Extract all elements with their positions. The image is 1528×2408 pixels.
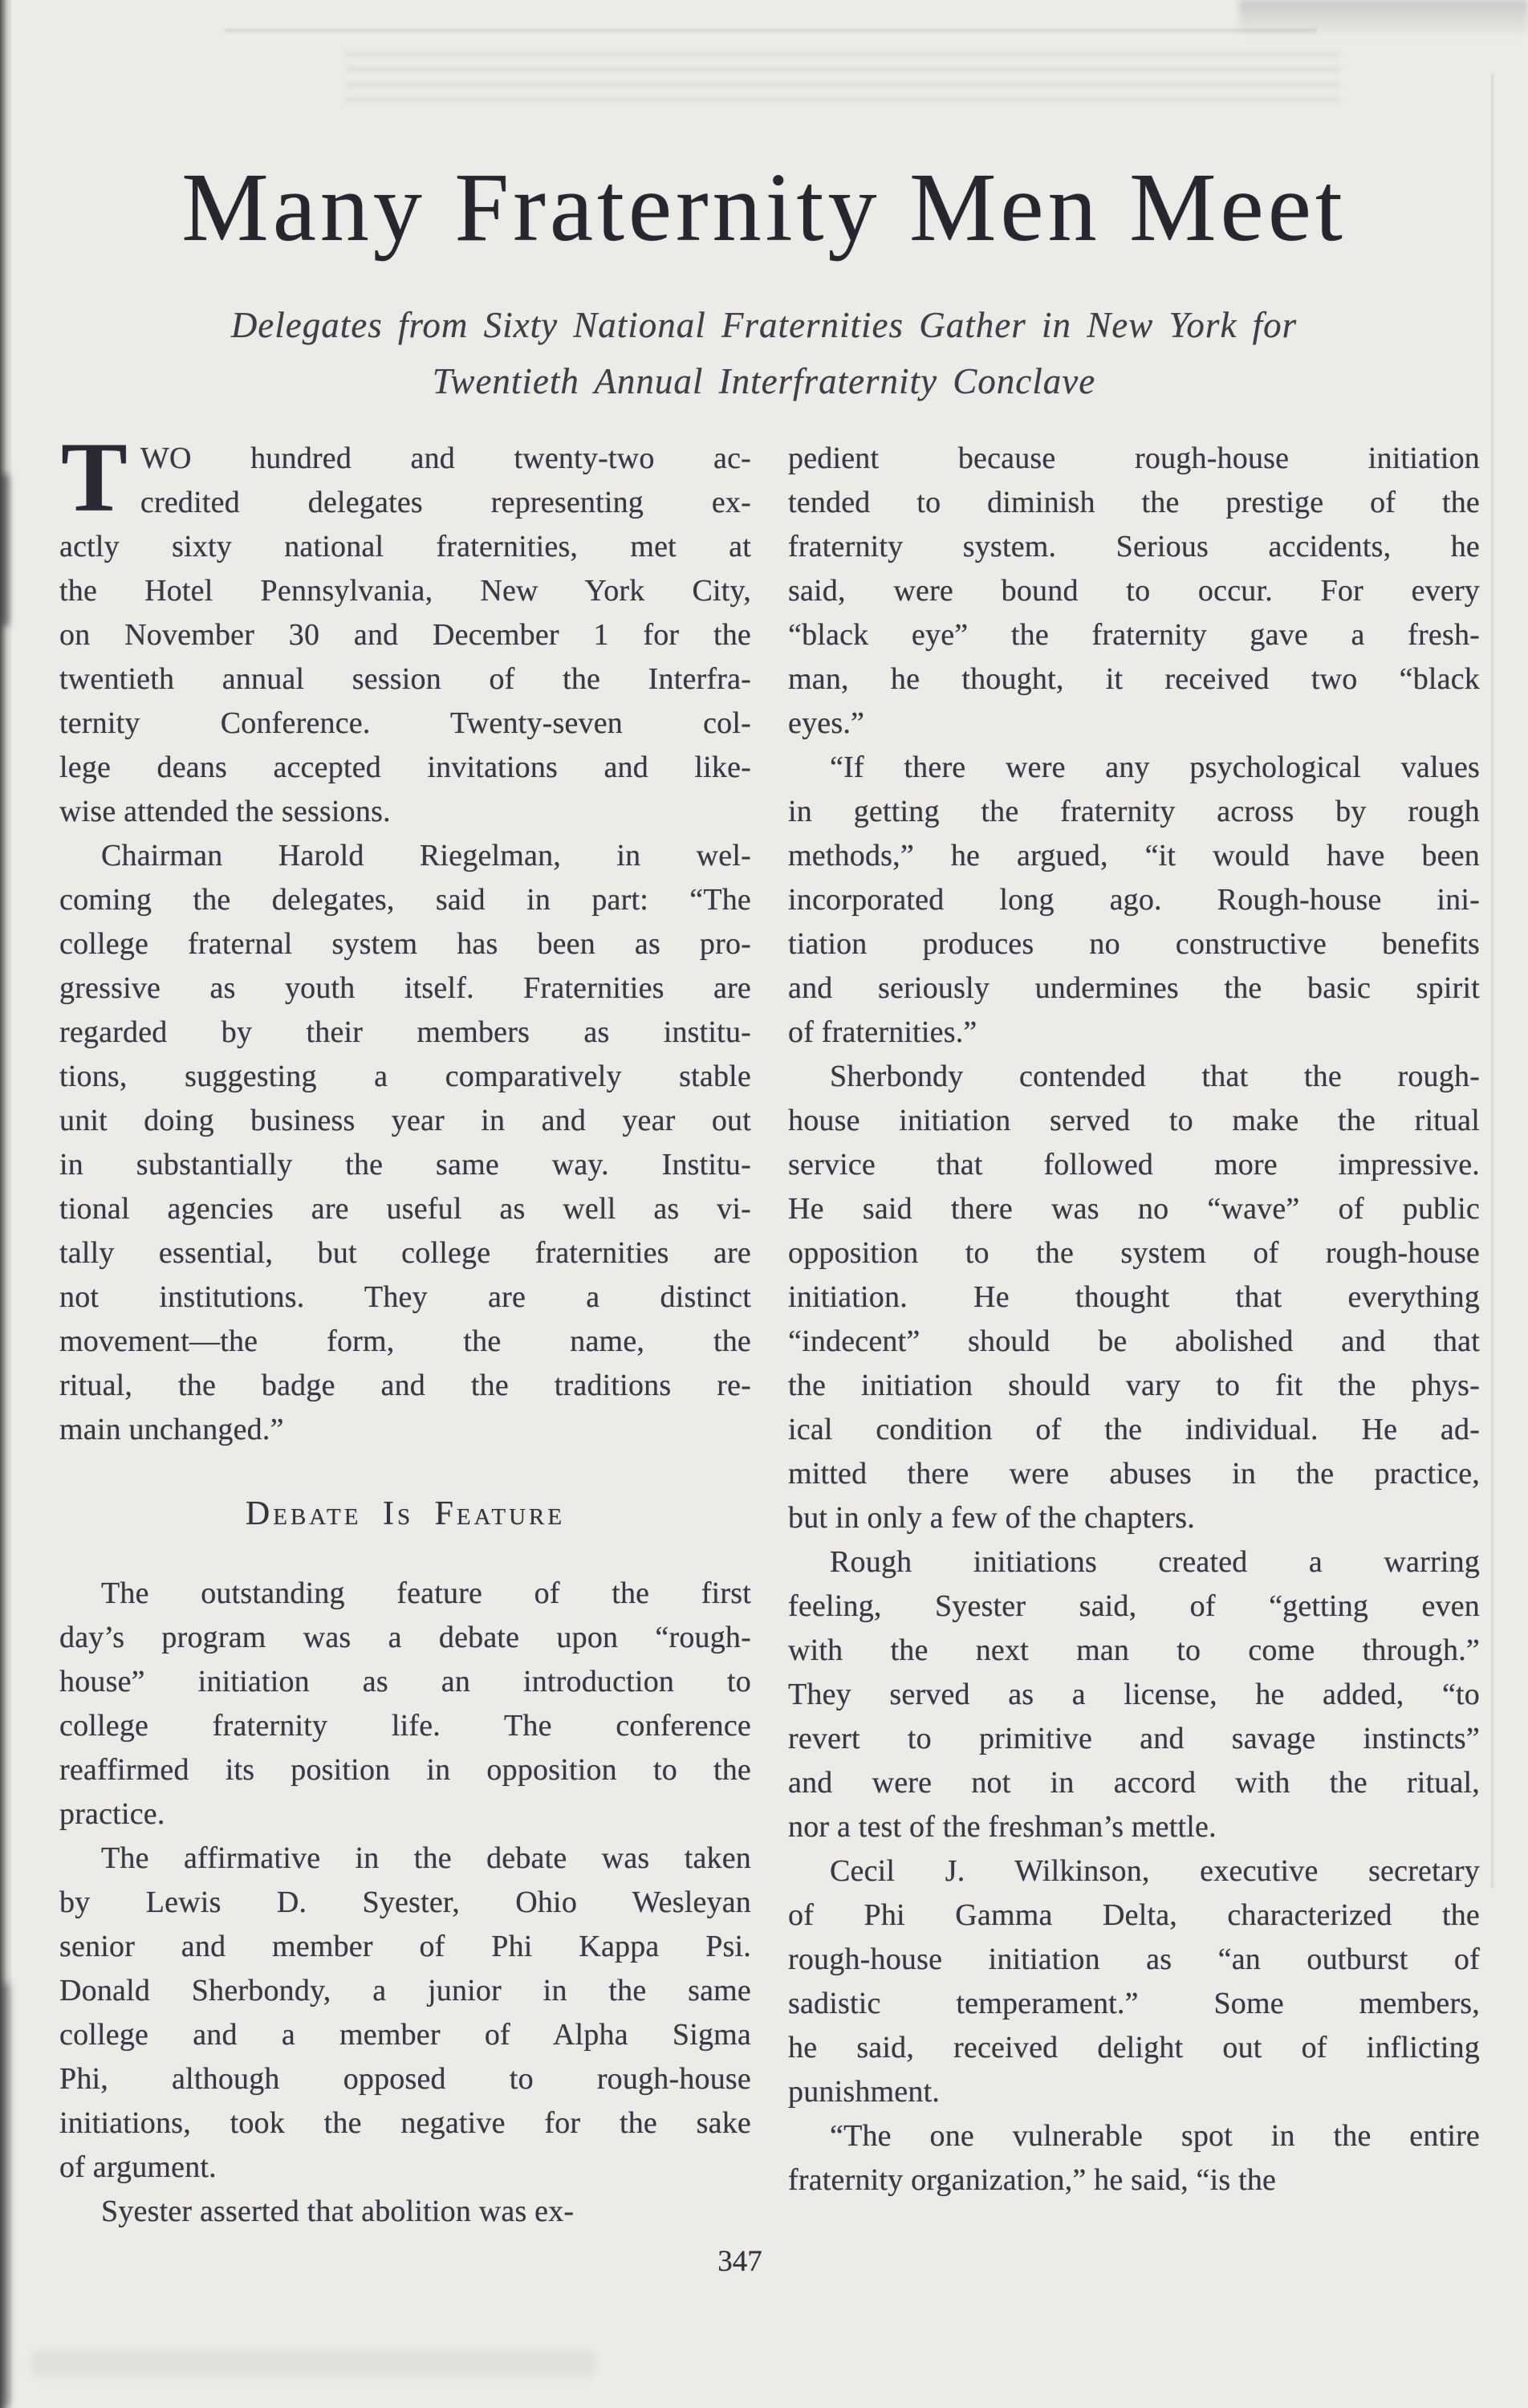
text-line: The affirmative in the debate was taken bbox=[101, 1841, 751, 1875]
article-column-right bbox=[788, 437, 1480, 2234]
text-line: Chairman Harold Riegelman, in wel- bbox=[101, 839, 751, 872]
paragraph bbox=[788, 437, 1480, 746]
text-line: movement—the form, the name, the bbox=[59, 1324, 751, 1358]
paragraph bbox=[59, 422, 751, 834]
article-subtitle-line: Twentieth Annual Interfraternity Conclave bbox=[432, 361, 1096, 401]
text-line: WO hundred and twenty-two ac- bbox=[140, 441, 751, 475]
text-line: regarded by their members as institu- bbox=[59, 1015, 751, 1049]
text-line: but in only a few of the chapters. bbox=[788, 1501, 1195, 1535]
text-line: college and a member of Alpha Sigma bbox=[59, 2018, 751, 2052]
drop-cap: T bbox=[61, 422, 128, 532]
paragraph bbox=[788, 1055, 1480, 1540]
text-line: tions, suggesting a comparatively stable bbox=[59, 1060, 751, 1093]
text-line: methods,” he argued, “it would have been bbox=[788, 839, 1480, 872]
text-line: college fraternal system has been as pro- bbox=[59, 927, 751, 961]
text-line: said, were bound to occur. For every bbox=[788, 574, 1480, 608]
text-line: of argument. bbox=[59, 2150, 217, 2184]
text-line: he said, received delight out of inflicting bbox=[788, 2031, 1480, 2064]
text-line: reaffirmed its position in opposition to the bbox=[59, 1753, 751, 1787]
text-line: They served as a license, he added, “to bbox=[788, 1678, 1480, 1711]
text-line: tended to diminish the prestige of the bbox=[788, 486, 1480, 519]
text-line: tional agencies are useful as well as vi- bbox=[59, 1192, 751, 1226]
text-line: “The one vulnerable spot in the entire bbox=[830, 2119, 1480, 2153]
text-line: rough-house initiation as “an outburst of bbox=[788, 1942, 1480, 1976]
text-line: “black eye” the fraternity gave a fresh- bbox=[788, 618, 1480, 652]
text-line: pedient because rough-house initiation bbox=[788, 441, 1480, 475]
text-line: unit doing business year in and year out bbox=[59, 1104, 751, 1137]
text-line: coming the delegates, said in part: “The bbox=[59, 883, 751, 917]
text-line: Donald Sherbondy, a junior in the same bbox=[59, 1974, 751, 2007]
text-line: ritual, the badge and the traditions re- bbox=[59, 1369, 751, 1402]
scan-bleed-line-top bbox=[225, 29, 1316, 32]
text-line: gressive as youth itself. Fraternities are bbox=[59, 971, 751, 1005]
text-line: house” initiation as an introduction to bbox=[59, 1665, 751, 1698]
text-line: of Phi Gamma Delta, characterized the bbox=[788, 1898, 1480, 1932]
text-line: the initiation should vary to fit the phys- bbox=[788, 1369, 1480, 1402]
text-line: opposition to the system of rough-house bbox=[788, 1236, 1480, 1270]
text-line: incorporated long ago. Rough-house ini- bbox=[788, 883, 1480, 917]
text-line: initiations, took the negative for the sake bbox=[59, 2106, 751, 2140]
text-line: service that followed more impressive. bbox=[788, 1148, 1480, 1182]
text-line: by Lewis D. Syester, Ohio Wesleyan bbox=[59, 1885, 751, 1919]
text-line: The outstanding feature of the first bbox=[101, 1576, 751, 1610]
section-heading: Debate Is Feature bbox=[245, 1495, 566, 1532]
text-line: of fraternities.” bbox=[788, 1015, 977, 1049]
text-line: practice. bbox=[59, 1797, 165, 1831]
text-line: not institutions. They are a distinct bbox=[59, 1280, 751, 1314]
text-line: with the next man to come through.” bbox=[788, 1633, 1480, 1667]
text-line: credited delegates representing ex- bbox=[140, 486, 751, 519]
paragraph bbox=[59, 1572, 751, 1837]
scan-bottom-smudge bbox=[32, 2352, 594, 2376]
text-line: on November 30 and December 1 for the bbox=[59, 618, 751, 652]
text-line: revert to primitive and savage instincts” bbox=[788, 1722, 1480, 1755]
scan-bleed-line-right bbox=[1491, 74, 1493, 1888]
text-line: senior and member of Phi Kappa Psi. bbox=[59, 1930, 751, 1963]
scan-bleed-smudge-top bbox=[345, 47, 1340, 103]
text-line: sadistic temperament.” Some members, bbox=[788, 1987, 1480, 2020]
paragraph bbox=[59, 2190, 751, 2234]
text-line: fraternity organization,” he said, “is the bbox=[788, 2163, 1277, 2197]
article-subtitle bbox=[0, 297, 1528, 409]
scan-corner-smudge bbox=[1239, 0, 1528, 37]
text-line: mitted there were abuses in the practice, bbox=[788, 1457, 1480, 1491]
text-line: the Hotel Pennsylvania, New York City, bbox=[59, 574, 751, 608]
text-line: main unchanged.” bbox=[59, 1413, 284, 1446]
text-line: tiation produces no constructive benefits bbox=[788, 927, 1480, 961]
text-line: punishment. bbox=[788, 2075, 941, 2109]
text-line: ternity Conference. Twenty-seven col- bbox=[59, 706, 751, 740]
text-line: Syester asserted that abolition was ex- bbox=[101, 2194, 575, 2228]
text-line: Cecil J. Wilkinson, executive secretary bbox=[830, 1854, 1480, 1888]
article-title: Many Fraternity Men Meet bbox=[181, 153, 1347, 262]
text-line: nor a test of the freshman’s mettle. bbox=[788, 1810, 1217, 1844]
article-subtitle-line: Delegates from Sixty National Fraternities Gather in New York for bbox=[230, 305, 1298, 345]
paragraph bbox=[59, 1837, 751, 2190]
paragraph bbox=[788, 2114, 1480, 2203]
page-number: 347 bbox=[717, 2245, 762, 2278]
text-line: feeling, Syester said, of “getting even bbox=[788, 1589, 1480, 1623]
paragraph bbox=[59, 834, 751, 1452]
paragraph bbox=[788, 746, 1480, 1055]
article-columns bbox=[59, 422, 1480, 2234]
text-line: day’s program was a debate upon “rough- bbox=[59, 1621, 751, 1654]
text-line: Sherbondy contended that the rough- bbox=[830, 1060, 1480, 1093]
paragraph bbox=[788, 1849, 1480, 2114]
text-line: He said there was no “wave” of public bbox=[788, 1192, 1480, 1226]
text-line: in getting the fraternity across by rough bbox=[788, 795, 1480, 828]
text-line: in substantially the same way. Institu- bbox=[59, 1148, 751, 1182]
text-line: and were not in accord with the ritual, bbox=[788, 1766, 1480, 1800]
text-line: lege deans accepted invitations and like- bbox=[59, 750, 751, 784]
text-line: wise attended the sessions. bbox=[59, 795, 391, 828]
text-line: Rough initiations created a warring bbox=[830, 1545, 1480, 1579]
text-line: house initiation served to make the ritual bbox=[788, 1104, 1480, 1137]
text-line: fraternity system. Serious accidents, he bbox=[788, 530, 1480, 563]
text-line: college fraternity life. The conference bbox=[59, 1709, 751, 1743]
text-line: Phi, although opposed to rough-house bbox=[59, 2062, 751, 2096]
text-line: and seriously undermines the basic spirit bbox=[788, 971, 1480, 1005]
text-line: eyes.” bbox=[788, 706, 865, 740]
text-line: actly sixty national fraternities, met at bbox=[59, 530, 751, 563]
scan-edge-blob bbox=[0, 1983, 10, 2408]
scan-edge-blob bbox=[0, 474, 10, 626]
text-line: ical condition of the individual. He ad- bbox=[788, 1413, 1480, 1446]
text-line: twentieth annual session of the Interfra- bbox=[59, 662, 751, 696]
text-line: “If there were any psychological values bbox=[830, 750, 1480, 784]
text-line: tally essential, but college fraternities are bbox=[59, 1236, 751, 1270]
paragraph bbox=[788, 1540, 1480, 1849]
text-line: man, he thought, it received two “black bbox=[788, 662, 1480, 696]
article-column-left bbox=[59, 422, 751, 2234]
text-line: “indecent” should be abolished and that bbox=[788, 1324, 1480, 1358]
text-line: initiation. He thought that everything bbox=[788, 1280, 1480, 1314]
